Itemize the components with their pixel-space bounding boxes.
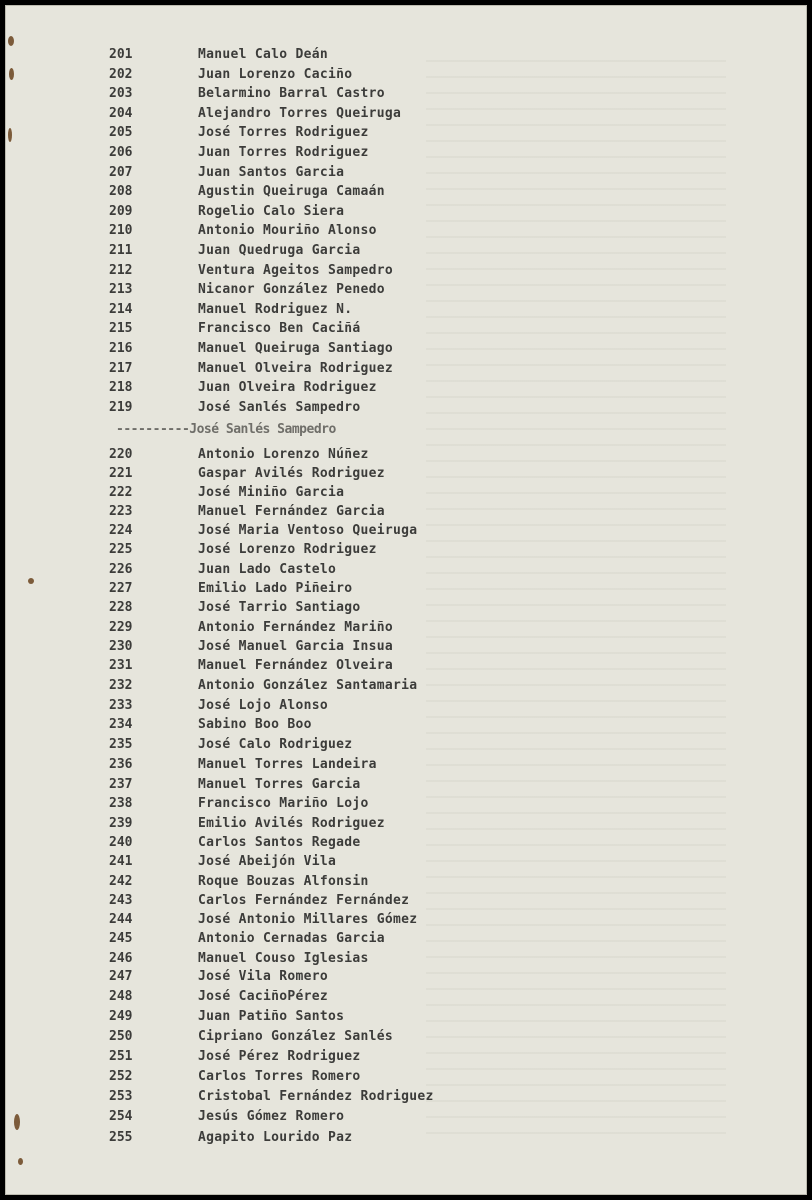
entry-number: 206	[109, 145, 133, 160]
entry-name: José Sanlés Sampedro	[198, 399, 361, 415]
entry-number: 229	[109, 620, 133, 635]
entry-number: 241	[109, 854, 133, 869]
entry-name: Emilio Lado Piñeiro	[198, 581, 353, 596]
document-page	[5, 5, 807, 1195]
entry-name: Juan Lado Castelo	[198, 562, 337, 577]
entry-number: 255	[109, 1130, 133, 1145]
entry-number: 253	[109, 1089, 133, 1104]
entry-name: Agapito Lourido Paz	[198, 1130, 353, 1145]
entry-number: 205	[109, 125, 133, 141]
entry-number: 221	[109, 466, 133, 481]
entry-name: José Abeijón Vila	[198, 854, 337, 869]
ink-spot	[28, 578, 34, 584]
entry-number: 235	[109, 737, 133, 752]
entry-name: Jesús Gómez Romero	[198, 1109, 345, 1124]
entry-name: Manuel Torres Garcia	[198, 777, 361, 792]
entry-number: 238	[109, 796, 133, 811]
entry-name: José Antonio Millares Gómez	[198, 912, 418, 927]
entry-name: Carlos Fernández Fernández	[198, 893, 410, 908]
ink-spot	[18, 1158, 23, 1165]
entry-number: 245	[109, 931, 133, 946]
entry-name: Sabino Boo Boo	[198, 717, 312, 732]
entry-number: 233	[109, 698, 133, 713]
entry-number: 210	[109, 223, 133, 239]
entry-name: José Lorenzo Rodriguez	[198, 542, 377, 557]
entry-number: 250	[109, 1029, 133, 1044]
entry-number: 225	[109, 542, 133, 557]
entry-number: 203	[109, 86, 133, 102]
entry-number: 228	[109, 600, 133, 615]
entry-number: 226	[109, 562, 133, 577]
entry-number: 220	[109, 447, 133, 462]
entry-number: 227	[109, 581, 133, 596]
entry-number: 249	[109, 1009, 133, 1024]
ink-spot	[14, 1114, 20, 1130]
entry-name: Antonio Cernadas Garcia	[198, 931, 385, 946]
entry-number: 230	[109, 639, 133, 654]
entry-name: José Vila Romero	[198, 969, 329, 984]
entry-name: José Lojo Alonso	[198, 698, 329, 713]
entry-number: 254	[109, 1109, 133, 1124]
entry-name: Manuel Torres Landeira	[198, 757, 377, 772]
entry-name: Manuel Fernández Garcia	[198, 504, 385, 519]
entry-number: 219	[109, 399, 133, 415]
ink-spot	[8, 128, 12, 142]
entry-name: Juan Quedruga Garcia	[198, 243, 361, 258]
entry-name: Juan Torres Rodriguez	[198, 145, 369, 160]
entry-number: 247	[109, 969, 133, 984]
entry-name: Manuel Couso Iglesias	[198, 951, 369, 966]
entry-number: 231	[109, 658, 133, 673]
entry-name: José Tarrio Santiago	[198, 600, 361, 615]
entry-number: 214	[109, 301, 133, 317]
entry-name: Carlos Santos Regade	[198, 835, 361, 850]
entry-name: Manuel Queiruga Santiago	[198, 341, 394, 356]
entry-number: 243	[109, 893, 133, 908]
entry-number: 234	[109, 717, 133, 732]
entry-name: Carlos Torres Romero	[198, 1069, 361, 1084]
entry-name: Nicanor González Penedo	[198, 282, 385, 298]
entry-name: Antonio Lorenzo Núñez	[198, 447, 369, 462]
entry-name: José Manuel Garcia Insua	[198, 639, 394, 654]
entry-number: 204	[109, 105, 133, 121]
entry-name: Manuel Rodriguez N.	[198, 301, 353, 317]
entry-number: 240	[109, 835, 133, 850]
entry-name: Cristobal Fernández Rodriguez	[198, 1089, 434, 1104]
entry-name: José CaciñoPérez	[198, 989, 329, 1004]
entry-name: Agustin Queiruga Camaán	[198, 184, 385, 200]
ink-spot	[9, 68, 14, 80]
entry-number: 248	[109, 989, 133, 1004]
entry-number: 209	[109, 203, 133, 219]
entry-number: 202	[109, 66, 133, 82]
entry-number: 211	[109, 243, 133, 258]
entry-number: 224	[109, 523, 133, 538]
entry-number: 207	[109, 164, 133, 180]
ink-spot	[8, 36, 14, 46]
entry-number: 223	[109, 504, 133, 519]
entry-name: Manuel Fernández Olveira	[198, 658, 394, 673]
entry-number: 232	[109, 678, 133, 693]
entry-number: 215	[109, 321, 133, 337]
entry-name: Belarmino Barral Castro	[198, 86, 385, 102]
entry-name: Manuel Calo Deán	[198, 47, 329, 62]
entry-number: 218	[109, 380, 133, 396]
entry-number: 236	[109, 757, 133, 772]
entry-name: Cipriano González Sanlés	[198, 1029, 394, 1044]
entry-name: Roque Bouzas Alfonsin	[198, 874, 369, 889]
entry-name: Manuel Olveira Rodriguez	[198, 360, 394, 376]
entry-number: 212	[109, 262, 133, 278]
entry-number: 208	[109, 184, 133, 200]
entry-name: Juan Lorenzo Caciño	[198, 66, 353, 82]
entry-number: 201	[109, 47, 133, 62]
entry-name: José Pérez Rodriguez	[198, 1049, 361, 1064]
entry-number: 244	[109, 912, 133, 927]
entry-name: José Torres Rodriguez	[198, 125, 369, 141]
entry-number: 216	[109, 341, 133, 356]
entry-number: 251	[109, 1049, 133, 1064]
entry-name: Emilio Avilés Rodriguez	[198, 816, 385, 831]
entry-name: José Miniño Garcia	[198, 485, 345, 500]
entry-name: Francisco Mariño Lojo	[198, 796, 369, 811]
entry-name: Rogelio Calo Siera	[198, 203, 345, 219]
strikethrough-line: ----------José Sanlés Sampedro	[116, 422, 336, 437]
entry-number: 252	[109, 1069, 133, 1084]
entry-name: Francisco Ben Caciñá	[198, 321, 361, 337]
entry-name: Juan Patiño Santos	[198, 1009, 345, 1024]
entry-name: Alejandro Torres Queiruga	[198, 105, 402, 121]
entry-name: Antonio Fernández Mariño	[198, 620, 394, 635]
entry-name: Antonio Mouriño Alonso	[198, 223, 377, 239]
entry-name: José Maria Ventoso Queiruga	[198, 523, 418, 538]
entry-name: Juan Olveira Rodriguez	[198, 380, 377, 396]
entry-name: Gaspar Avilés Rodriguez	[198, 466, 385, 481]
entry-name: Antonio González Santamaria	[198, 678, 418, 693]
entry-name: Juan Santos Garcia	[198, 164, 345, 180]
bleed-through-text	[426, 46, 726, 1146]
entry-number: 237	[109, 777, 133, 792]
entry-number: 213	[109, 282, 133, 298]
entry-name: Ventura Ageitos Sampedro	[198, 262, 394, 278]
entry-name: José Calo Rodriguez	[198, 737, 353, 752]
entry-number: 217	[109, 360, 133, 376]
entry-number: 222	[109, 485, 133, 500]
entry-number: 242	[109, 874, 133, 889]
entry-number: 246	[109, 951, 133, 966]
entry-number: 239	[109, 816, 133, 831]
